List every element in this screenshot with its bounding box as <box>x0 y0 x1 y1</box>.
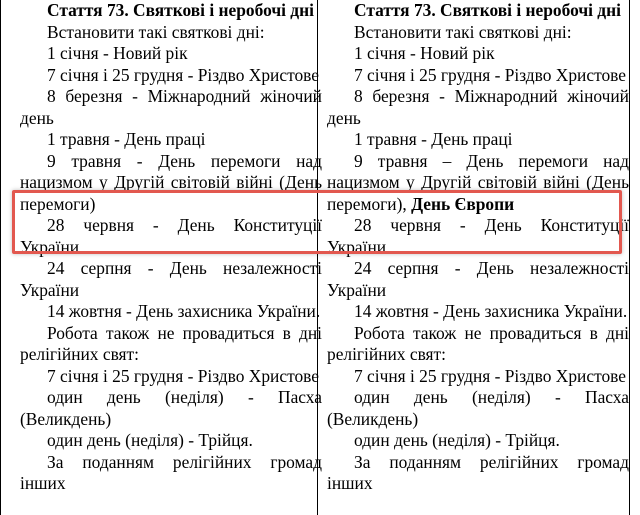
left-para-partial: За поданням релігійних громад інших <box>20 451 322 493</box>
right-para-10: Робота також не провадиться в дні релігійних свят: <box>327 322 629 364</box>
right-europe-day-added: День Європи <box>411 193 515 214</box>
left-para-8: 24 серпня - День незалежності України <box>20 258 322 300</box>
right-para-3: 7 січня і 25 грудня - Різдво Христове <box>354 64 626 85</box>
right-para-12: один день (неділя) - Пасха (Великдень) <box>327 387 629 429</box>
left-para-3: 7 січня і 25 грудня - Різдво Христове <box>47 64 319 85</box>
left-para-11: 7 січня і 25 грудня - Різдво Христове <box>47 365 319 386</box>
left-para-2: 1 січня - Новий рік <box>47 43 188 63</box>
left-para-9: 14 жовтня - День захисника України. <box>47 301 321 321</box>
left-para-7: 28 червня - День Конституції України <box>20 215 322 257</box>
right-article-heading: Стаття 73. Святкові і неробочі дні <box>354 0 621 20</box>
table-border-right <box>629 0 630 515</box>
left-para-victory-day: 9 травня - День перемоги над нацизмом у Другій світовій війні (День перемоги) <box>20 150 322 214</box>
right-para-9: 14 жовтня - День захисника України. <box>354 301 628 321</box>
left-para-1: Встановити такі святкові дні: <box>47 21 265 42</box>
right-para-11: 7 січня і 25 грудня - Різдво Христове <box>354 365 626 386</box>
left-para-13: один день (неділя) - Трійця. <box>47 430 253 450</box>
right-para-4: 8 березня - Міжнародний жіночий день <box>327 86 629 128</box>
left-para-5: 1 травня - День праці <box>47 129 206 149</box>
right-para-1: Встановити такі святкові дні: <box>354 21 572 42</box>
right-para-8: 24 серпня - День незалежності України <box>327 258 629 300</box>
right-victory-text: 9 травня – День перемоги над нацизмом у Другій світовій війні (День перемоги), <box>327 150 629 214</box>
left-article-heading: Стаття 73. Святкові і неробочі дні <box>47 0 314 20</box>
highlight-box <box>12 190 622 254</box>
left-para-4: 8 березня - Міжнародний жіночий день <box>20 86 322 128</box>
left-para-10: Робота також не провадиться в дні релігійних свят: <box>20 322 322 364</box>
right-para-partial: За поданням релігійних громад інших <box>327 451 629 493</box>
right-para-13: один день (неділя) - Трійця. <box>354 430 560 450</box>
right-para-2: 1 січня - Новий рік <box>354 43 495 63</box>
right-para-5: 1 травня - День праці <box>354 129 513 149</box>
left-para-12: один день (неділя) - Пасха (Великдень) <box>20 387 322 429</box>
right-para-7: 28 червня - День Конституції України <box>327 215 629 257</box>
table-border-left <box>0 0 1 515</box>
